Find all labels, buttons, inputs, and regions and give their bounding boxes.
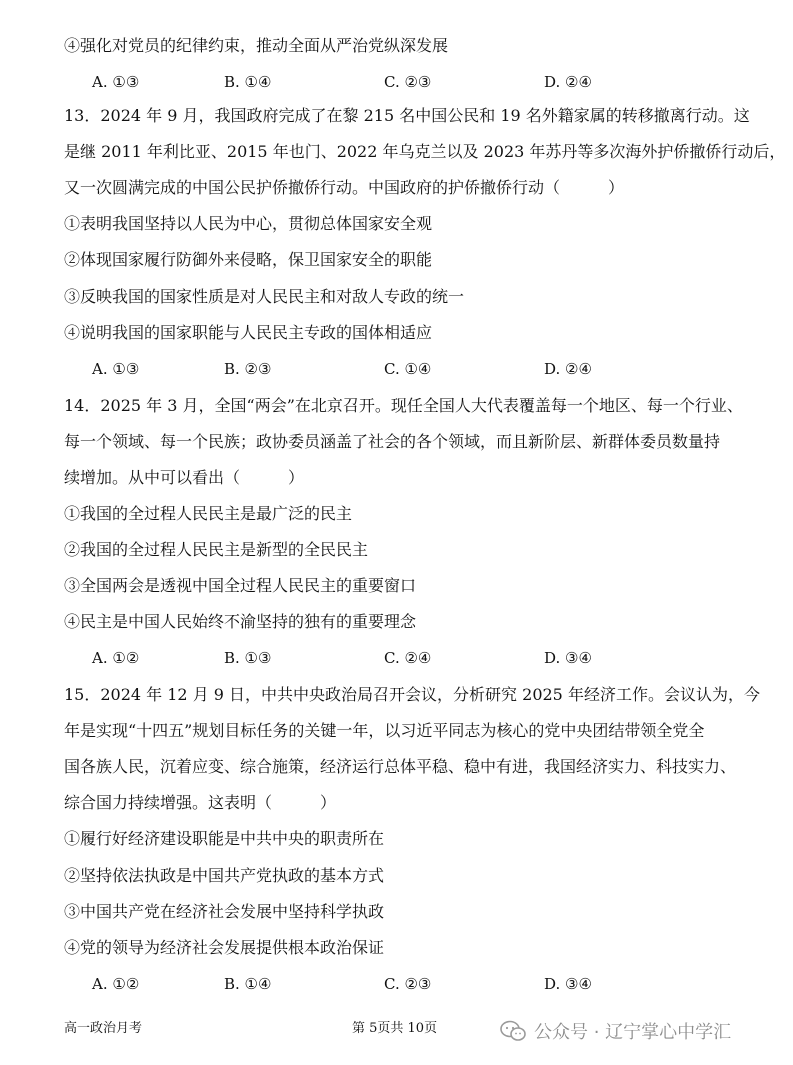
q15-stem-line-2: 年是实现“十四五”规划目标任务的关键一年，以习近平同志为核心的党中央团结带领全党全 [64,721,705,740]
q14-options [92,648,712,668]
q13-option-c: C. ①④ [384,360,432,378]
q13-item-2: ②体现国家履行防御外来侵略，保卫国家安全的职能 [64,250,433,269]
q14-item-3: ③全国两会是透视中国全过程人民民主的重要窗口 [64,576,417,595]
q14-item-2: ②我国的全过程人民民主是新型的全民民主 [64,540,369,559]
watermark-text: 公众号 · 辽宁掌心中学汇 [534,1022,732,1043]
q15-option-d: D. ③④ [544,975,592,993]
q13-options [92,359,712,379]
q15-item-4: ④党的领导为经济社会发展提供根本政治保证 [64,938,385,957]
q15-item-1: ①履行好经济建设职能是中共中央的职责所在 [64,829,385,848]
q13-option-b: B. ②③ [224,360,272,378]
q15-stem-line-3: 国各族人民，沉着应变、综合施策，经济运行总体平稳、稳中有进，我国经济实力、科技实力、 [64,757,737,776]
q13-item-4: ④说明我国的国家职能与人民民主专政的国体相适应 [64,323,433,342]
q14-item-1: ①我国的全过程人民民主是最广泛的民主 [64,504,353,523]
q15-option-a: A. ①② [92,975,140,993]
q12-option-c: C. ②③ [384,73,432,91]
q15-item-2: ②坚持依法执政是中国共产党执政的基本方式 [64,866,385,885]
q14-option-d: D. ③④ [544,649,592,667]
q13-option-a: A. ①③ [92,360,140,378]
q15-item-3: ③中国共产党在经济社会发展中坚持科学执政 [64,902,385,921]
q13-stem-line-3: 又一次圆满完成的中国公民护侨撤侨行动。中国政府的护侨撤侨行动（ ） [64,178,625,197]
q13-stem-line-2: 是继 2011 年利比亚、2015 年也门、2022 年乌克兰以及 2023 年苏丹等多次海外护侨撤侨行动后， [64,142,786,161]
q14-stem-line-1: 14．2025 年 3 月，全国“两会”在北京召开。现任全国人大代表覆盖每一个地区、每一个行业、 [64,396,743,415]
q14-stem-line-2: 每一个领域、每一个民族；政协委员涵盖了社会的各个领域，而且新阶层、新群体委员数量持 [64,432,721,451]
q12-option-a: A. ①③ [92,73,140,91]
q15-stem-line-4: 综合国力持续增强。这表明（ ） [64,793,337,812]
footer-page-number: 第 5页共 10页 [352,1021,438,1036]
wechat-icon [500,1020,526,1042]
q14-option-b: B. ①③ [224,649,272,667]
q12-item-4: ④强化对党员的纪律约束，推动全面从严治党纵深发展 [64,36,449,55]
q15-stem-line-1: 15．2024 年 12 月 9 日，中共中央政治局召开会议，分析研究 2025 年经济工作。会议认为，今 [64,685,760,704]
q13-item-3: ③反映我国的国家性质是对人民民主和对敌人专政的统一 [64,287,465,306]
q13-option-d: D. ②④ [544,360,592,378]
q14-stem-line-3: 续增加。从中可以看出（ ） [64,468,305,487]
q15-options [92,974,712,994]
q12-options [92,72,712,92]
q13-item-1: ①表明我国坚持以人民为中心，贯彻总体国家安全观 [64,214,433,233]
watermark [500,1018,731,1044]
q14-item-4: ④民主是中国人民始终不渝坚持的独有的重要理念 [64,612,417,631]
q13-stem-line-1: 13．2024 年 9 月，我国政府完成了在黎 215 名中国公民和 19 名外籍家属的转移撤离行动。这 [64,106,750,125]
footer-exam-title: 高一政治月考 [64,1021,143,1036]
q12-option-b: B. ①④ [224,73,272,91]
q14-option-c: C. ②④ [384,649,432,667]
q14-option-a: A. ①② [92,649,140,667]
q12-option-d: D. ②④ [544,73,592,91]
q15-option-b: B. ①④ [224,975,272,993]
q15-option-c: C. ②③ [384,975,432,993]
